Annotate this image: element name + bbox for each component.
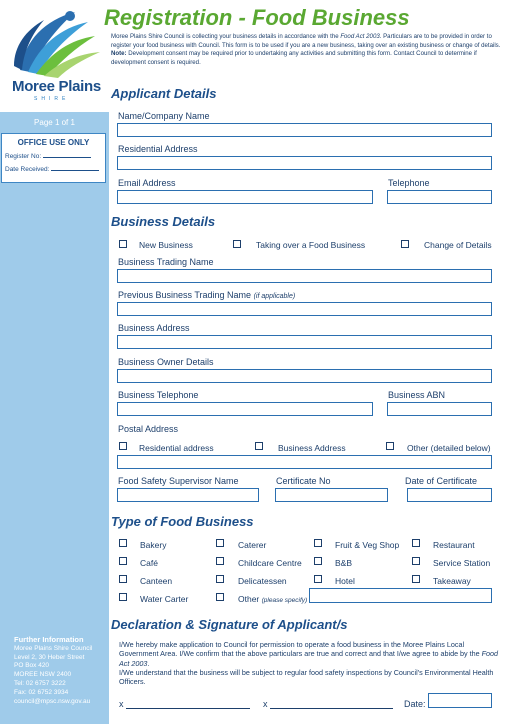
- business-telephone-field[interactable]: [117, 402, 373, 416]
- register-no-label: Register No:: [5, 153, 42, 160]
- contact-line: Level 2, 30 Heber Street: [14, 653, 85, 661]
- change-of-details-label: Change of Details: [424, 240, 492, 250]
- delicatessen-label: Delicatessen: [238, 576, 287, 586]
- water-carter-label: Water Carter: [140, 594, 189, 604]
- service-station-label: Service Station: [433, 558, 491, 568]
- restaurant-label: Restaurant: [433, 540, 475, 550]
- canteen-label: Canteen: [140, 576, 173, 586]
- bnb-label: B&B: [335, 558, 353, 568]
- contact-email: council@mpsc.nsw.gov.au: [14, 697, 91, 705]
- certificate-no-field[interactable]: [275, 488, 388, 502]
- postal-business-checkbox[interactable]: [255, 442, 263, 450]
- business-owner-label: Business Owner Details: [118, 357, 214, 367]
- business-details-heading: Business Details: [111, 214, 216, 229]
- note-label: Note:: [111, 50, 127, 58]
- sidebar: [0, 112, 109, 724]
- food-act-reference: Food Act 2003: [119, 649, 499, 668]
- fruit-veg-label: Fruit & Veg Shop: [335, 540, 400, 550]
- certificate-date-field[interactable]: [407, 488, 492, 502]
- name-label: Name/Company Name: [118, 111, 210, 121]
- hotel-label: Hotel: [335, 576, 355, 586]
- hotel-checkbox[interactable]: [314, 575, 322, 583]
- logo-name: Moree Plains: [12, 78, 101, 95]
- logo-subtitle: SHIRE: [34, 96, 70, 102]
- taking-over-checkbox[interactable]: [233, 240, 241, 248]
- bnb-checkbox[interactable]: [314, 557, 322, 565]
- postal-other-checkbox[interactable]: [386, 442, 394, 450]
- moree-plains-leaf-icon: [0, 0, 109, 80]
- postal-residential-label: Residential address: [139, 443, 214, 453]
- signature-line-1[interactable]: [126, 708, 250, 709]
- inspection-notice: I/We understand that the business will be subject to regular food safety inspections by Council's Environmental Health Officers.: [119, 667, 494, 687]
- takeaway-checkbox[interactable]: [412, 575, 420, 583]
- further-information: [14, 636, 92, 706]
- childcare-label: Childcare Centre: [238, 558, 302, 568]
- takeaway-label: Takeaway: [433, 576, 471, 586]
- postal-address-field[interactable]: [117, 455, 492, 469]
- delicatessen-checkbox[interactable]: [216, 575, 224, 583]
- previous-trading-name-label: Previous Business Trading Name (if applicable): [118, 290, 296, 300]
- other-checkbox[interactable]: [216, 593, 224, 601]
- form-title: Registration - Food Business: [104, 5, 410, 30]
- declaration-text: I/We hereby make application to Council for permission to operate a food business in the Moree Plains Local Government Area. I/We confirm that the above particulars are true and correct and that I/we agree to abide by the Food Act 2003. I/We understand that the business will be subject to regular food safety inspections by Council's Environmental Health Officers.: [119, 640, 499, 687]
- other-label: Other (please specify): [238, 594, 308, 604]
- signature-line-2[interactable]: [270, 708, 393, 709]
- caterer-label: Caterer: [238, 540, 267, 550]
- signature-mark-1: x: [119, 699, 124, 709]
- applicant-details-heading: Applicant Details: [111, 86, 217, 101]
- postal-business-label: Business Address: [278, 443, 346, 453]
- telephone-label: Telephone: [388, 178, 430, 188]
- logo: [0, 0, 109, 112]
- date-received-line: [5, 166, 105, 173]
- new-business-label: New Business: [139, 240, 193, 250]
- page-number: Page 1 of 1: [34, 118, 75, 127]
- water-carter-checkbox[interactable]: [119, 593, 127, 601]
- postal-other-label: Other (detailed below): [407, 443, 491, 453]
- date-label: Date:: [404, 699, 426, 709]
- service-station-checkbox[interactable]: [412, 557, 420, 565]
- please-specify-hint: (please specify): [261, 597, 308, 604]
- cafe-label: Café: [140, 558, 158, 568]
- business-abn-label: Business ABN: [388, 390, 446, 400]
- business-abn-field[interactable]: [387, 402, 492, 416]
- cafe-checkbox[interactable]: [119, 557, 127, 565]
- food-act-reference: Food Act 2003: [340, 33, 380, 40]
- trading-name-field[interactable]: [117, 269, 492, 283]
- business-address-label: Business Address: [118, 323, 190, 333]
- date-received-blank: [51, 170, 99, 171]
- declaration-heading: Declaration & Signature of Applicant/s: [111, 617, 348, 632]
- contact-line: Moree Plains Shire Council: [14, 644, 93, 652]
- residential-address-label: Residential Address: [118, 144, 198, 154]
- residential-address-field[interactable]: [117, 156, 492, 170]
- email-field[interactable]: [117, 190, 373, 204]
- new-business-checkbox[interactable]: [119, 240, 127, 248]
- contact-line: PO Box 420: [14, 662, 50, 670]
- register-no-line: [5, 153, 105, 160]
- change-of-details-checkbox[interactable]: [401, 240, 409, 248]
- certificate-no-label: Certificate No: [276, 476, 331, 486]
- bakery-checkbox[interactable]: [119, 539, 127, 547]
- email-label: Email Address: [118, 178, 176, 188]
- contact-line: Fax: 02 6752 3934: [14, 688, 69, 696]
- business-owner-field[interactable]: [117, 369, 492, 383]
- register-no-blank: [43, 157, 91, 158]
- supervisor-name-label: Food Safety Supervisor Name: [118, 476, 239, 486]
- other-specify-field[interactable]: [309, 588, 492, 603]
- business-telephone-label: Business Telephone: [118, 390, 199, 400]
- business-address-field[interactable]: [117, 335, 492, 349]
- restaurant-checkbox[interactable]: [412, 539, 420, 547]
- further-information-title: Further Information: [14, 635, 84, 644]
- fruit-veg-checkbox[interactable]: [314, 539, 322, 547]
- childcare-checkbox[interactable]: [216, 557, 224, 565]
- intro-text: Moree Plains Shire Council is collecting your business details in accordance with the Food Act 2003. Particulars are to be provided in order to register your food business with Council. This form is to be used if you are a new business, taking over an existing business or change of details. Note: Development consent may be required prior to undertaking any activities and submitting this form. Contact Council to determine if development consent is required.: [111, 33, 501, 66]
- telephone-field[interactable]: [387, 190, 492, 204]
- canteen-checkbox[interactable]: [119, 575, 127, 583]
- postal-residential-checkbox[interactable]: [119, 442, 127, 450]
- if-applicable-hint: (if applicable): [253, 293, 296, 300]
- bakery-label: Bakery: [140, 540, 167, 550]
- food-type-heading: Type of Food Business: [111, 514, 254, 529]
- date-received-label: Date Received:: [5, 166, 50, 173]
- postal-address-label: Postal Address: [118, 424, 179, 434]
- supervisor-name-field[interactable]: [117, 488, 259, 502]
- trading-name-label: Business Trading Name: [118, 257, 214, 267]
- name-field[interactable]: [117, 123, 492, 137]
- certificate-date-label: Date of Certificate: [405, 476, 478, 486]
- signature-date-field[interactable]: [428, 693, 492, 708]
- contact-line: Tel: 02 6757 3222: [14, 679, 66, 687]
- taking-over-label: Taking over a Food Business: [256, 240, 366, 250]
- contact-line: MOREE NSW 2400: [14, 671, 72, 679]
- office-use-box: [1, 133, 106, 183]
- previous-trading-name-field[interactable]: [117, 302, 492, 316]
- caterer-checkbox[interactable]: [216, 539, 224, 547]
- office-use-title: OFFICE USE ONLY: [17, 138, 90, 147]
- signature-mark-2: x: [263, 699, 268, 709]
